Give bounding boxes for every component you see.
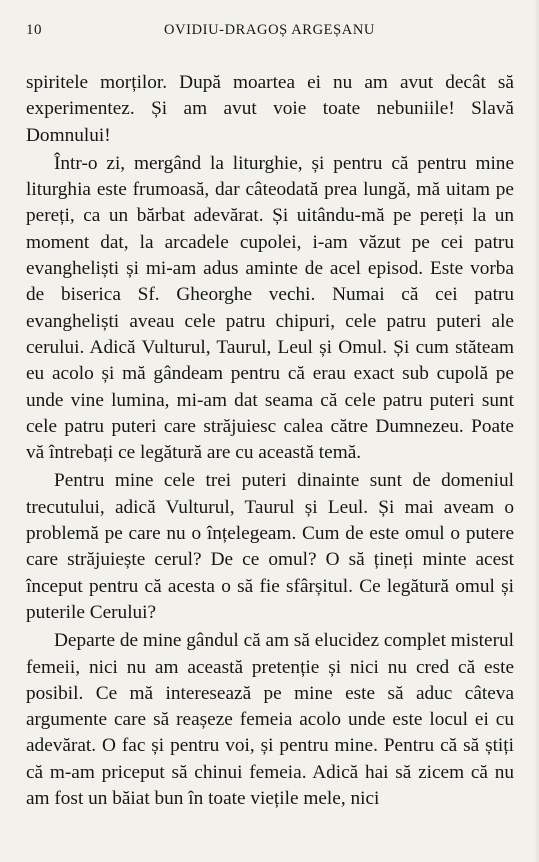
body-text [26, 70, 514, 812]
paragraph: Pentru mine cele trei puteri dinainte sunt de domeniul trecutului, adică Vulturul, Taurul și Leul. Și mai aveam o problemă pe care nu o înțelegeam. Cum de este omul o putere care străjuiește cerul? De ce omul? O să țineți minte acest început pentru că acesta o să fie sfârșitul. Ce legătură omul și puterile Cerului? [26, 470, 514, 623]
paragraph: Într-o zi, mergând la liturghie, și pentru că pentru mine liturghia este frumoasă, dar câteodată prea lungă, mă uitam pe pereți, ca un bărbat adevărat. Și uitându-mă pe pereți la un moment dat, la arcadele cupolei, i-am văzut pe cei patru evangheliști și mi-am adus aminte de acel episod. Este vorba de biserica Sf. Gheorghe vechi. Numai că cei patru evangheliști aveau cele patru chipuri, cele patru puteri ale cerului. Adică Vulturul, Taurul, Leul și Omul. Și cum stăteam eu acolo și mă gândeam pentru că erau exact sub cupolă pe unde vine lumina, mi-am dat seama că cele patru puteri sunt cele patru puteri care străjuiesc calea către Dumnezeu. Poate vă întrebați ce legătură are cu această temă. [26, 152, 514, 464]
page-number: 10 [26, 22, 42, 38]
page-edge-shadow [533, 0, 539, 862]
running-head-author: OVIDIU-DRAGOȘ ARGEȘANU [164, 22, 375, 38]
paragraph: Departe de mine gândul că am să elucidez complet misterul femeii, nici nu am această pretenție și nici nu cred că este posibil. Ce mă interesează pe mine este să aduc câteva argumente care să reașeze femeia acolo unde este locul ei cu adevărat. O fac și pentru voi, și pentru mine. Pentru că să știți că m-am priceput să chinui femeia. Adică hai să zicem că nu am fost un băiat bun în toate viețile mele, nici [26, 630, 514, 810]
paragraph-continuation: spiritele morților. După moartea ei nu am avut decât să experimentez. Și am avut voie toate nebuniile! Slavă Domnului! [26, 72, 514, 146]
page-header [26, 22, 513, 46]
